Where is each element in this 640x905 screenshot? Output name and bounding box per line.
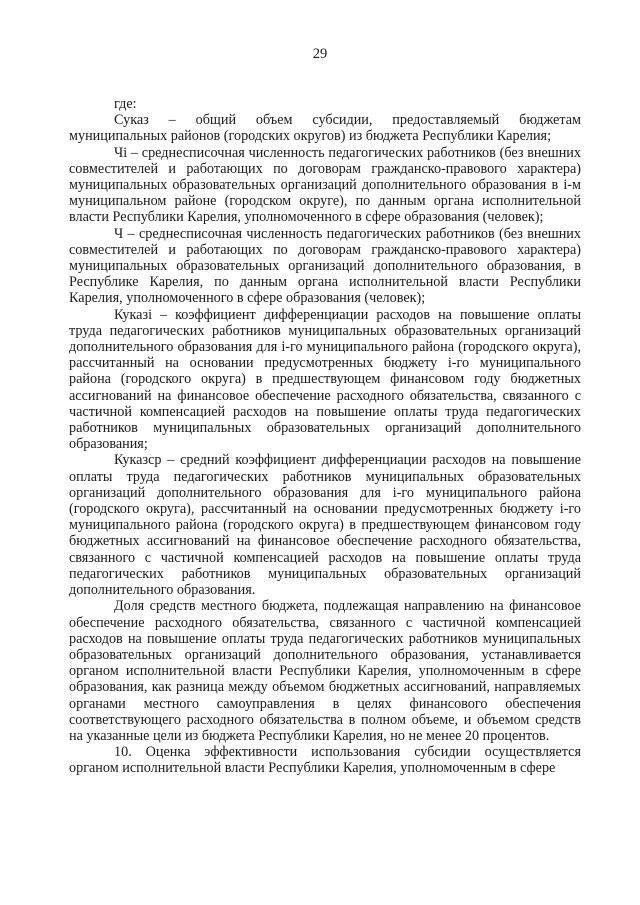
document-body [69, 96, 581, 777]
paragraph-sukaz-definition: Суказ – общий объем субсидии, предоставляемый бюджетам муниципальных районов (городских округов) из бюджета Республики Карелия; [69, 112, 581, 145]
paragraph-ch-definition: Ч – среднесписочная численность педагогических работников (без внешних совместителей и работающих по договорам гражданско-правового характера) муниципальных образовательных организаций дополнительного образования, в Республике Карелия, по данным органа исполнительной власти Республики Карелия, уполномоченного в сфере образования (человек); [69, 225, 581, 307]
paragraph-where: где: [114, 96, 137, 112]
paragraph-kukazi-definition: Куказі – коэффициент дифференциации расходов на повышение оплаты труда педагогических работников муниципальных образовательных организаций дополнительного образования для і-го муниципального района (городского округа), рассчитанный на основании предусмотренных бюджету і-го муниципального района (городского округа) в предшествующем финансовом году бюджетных ассигнований на финансовое обеспечение расходного обязательства, связанного с частичной компенсацией расходов на повышение оплаты труда педагогических работников муниципальных образовательных организаций дополнительного образования; [69, 306, 581, 453]
paragraph-local-budget-share: Доля средств местного бюджета, подлежащая направлению на финансовое обеспечение расходного обязательства, связанного с частичной компенсацией расходов на повышение оплаты труда педагогических работников муниципальных образовательных организаций дополнительного образования, устанавливается органом исполнительной власти Республики Карелия, уполномоченным в сфере образования, как разница между объемом бюджетных ассигнований, направляемых органами местного самоуправления в целях финансового обеспечения соответствующего расходного обязательства в полном объеме, и объемом средств на указанные цели из бюджета Республики Карелия, но не менее 20 процентов. [69, 598, 581, 744]
paragraph-item-10: 10. Оценка эффективности использования субсидии осуществляется органом исполнительной власти Республики Карелия, уполномоченным в сфере [69, 744, 581, 777]
paragraph-chi-definition: Чі – среднесписочная численность педагогических работников (без внешних совместителей и работающих по договорам гражданско-правового характера) муниципальных образовательных организаций дополнительного образования в і-м муниципальном районе (городском округе), по данным органа исполнительной власти Республики Карелия, уполномоченного в сфере образования (человек); [69, 144, 581, 226]
paragraph-kukazsr-definition: Куказср – средний коэффициент дифференциации расходов на повышение оплаты труда педагогических работников муниципальных образовательных организаций дополнительного образования для і-го муниципального района (городского округа), рассчитанный на основании предусмотренных бюджету і-го муниципального района (городского округа) в предшествующем финансовом году бюджетных ассигнований на финансовое обеспечение расходного обязательства, связанного с частичной компенсацией расходов на повышение оплаты труда педагогических работников муниципальных образовательных организаций дополнительного образования. [69, 452, 581, 599]
page-number: 29 [312, 46, 328, 62]
